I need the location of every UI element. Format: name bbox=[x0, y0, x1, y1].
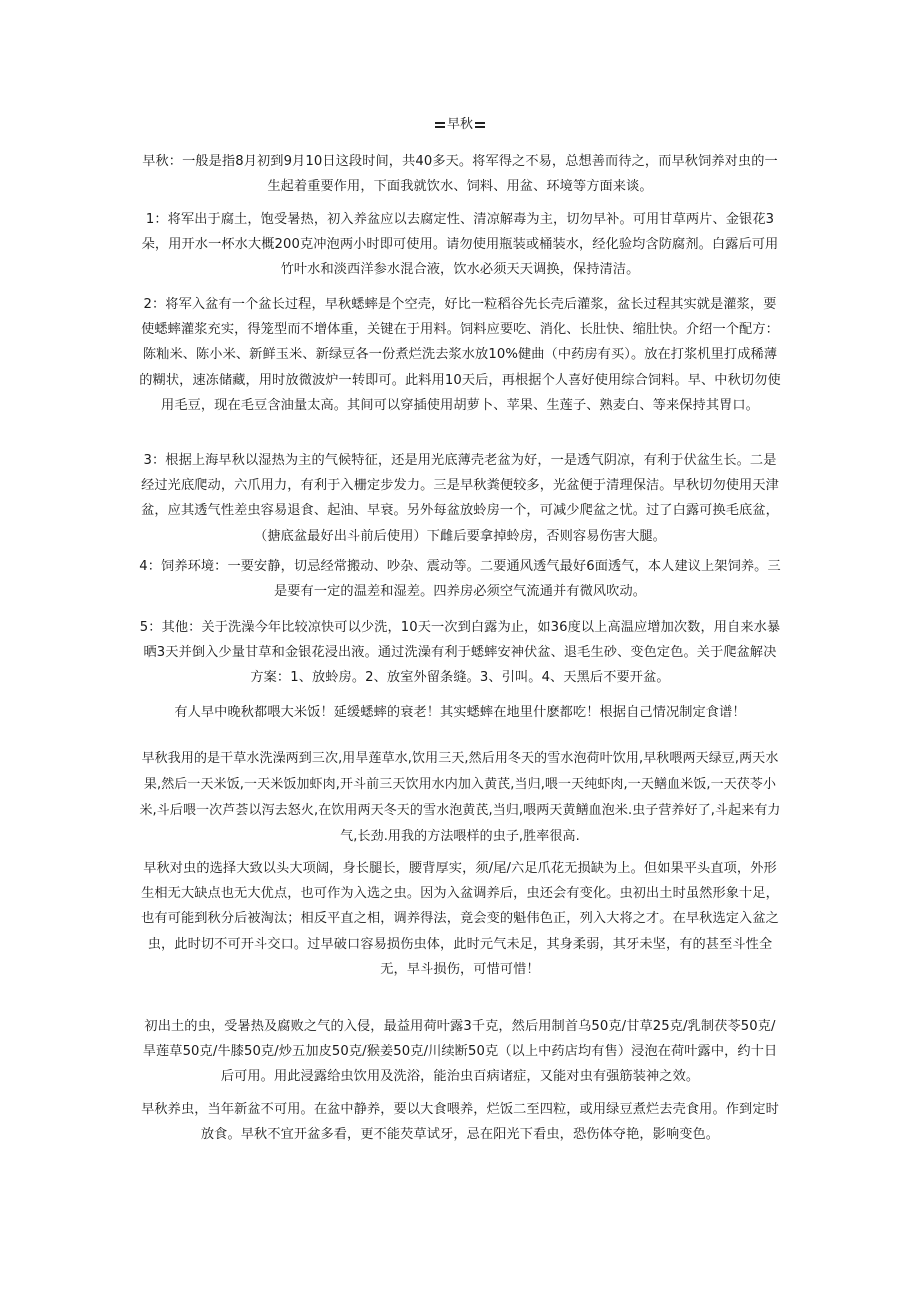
paragraph-selection: 早秋对虫的选择大致以头大项阔，身长腿长，腰背厚实，须/尾/六足爪花无损缺为上。但如果平头直项，外形生相无大缺点也无大优点，也可作为入选之虫。因为入盆调养后，虫还会有变化。虫初出土时虽然形象十足，也有可能到秋分后被淘汰；相反平直之相，调养得法，竟会变的魁伟色正，列入大将之才。在早秋选定入盆之虫，此时切不可开斗交口。过早破口容易损伤虫体，此时元气未足，其身柔弱，其牙未坚，有的甚至斗性全无，早斗损伤，可惜可惜！ bbox=[141, 861, 779, 977]
paragraph-herbal: 初出土的虫，受暑热及腐败之气的入侵，最益用荷叶露3千克，然后用制首乌50克/甘草25克/乳制茯苓50克/旱莲草50克/牛膝50克/炒五加皮50克/猴姜50克/川续断50克（以上中药店均有售）浸泡在荷叶露中，约十日后可用。用此浸露给虫饮用及洗浴，能治虫百病诸症，又能对虫有强筋装神之效。 bbox=[142, 1019, 778, 1085]
paragraph-care: 早秋养虫，当年新盆不可用。在盆中静养，要以大食喂养，烂饭二至四粒，或用绿豆煮烂去壳食用。作到定时放食。早秋不宜开盆多看，更不能芡草试牙，忌在阳光下看虫，恐伤体夺艳，影响变色。 bbox=[141, 1102, 779, 1143]
paragraph-feed: 2：将军入盆有一个盆长过程，早秋蟋蟀是个空壳，好比一粒稻谷先长壳后灌浆，盆长过程其实就是灌浆，要使蟋蟀灌浆充实，得笼型而不增体重，关键在于用料。饲料应要吃、消化、长肚快、缩肚快。介绍一个配方：陈籼米、陈小米、新鲜玉米、新绿豆各一份煮烂洗去浆水放10%健曲（中药房有买）。放在打浆机里打成稀薄的糊状，速冻储藏，用时放微波炉一转即可。此料用10天后，再根据个人喜好使用综合饲料。早、中秋切勿使用毛豆，现在毛豆含油量太高。其间可以穿插使用胡萝卜、苹果、生莲子、熟麦白、等来保持其胃口。 bbox=[139, 297, 781, 413]
paragraph-other: 5：其他：关于洗澡今年比较凉快可以少洗，10天一次到白露为止，如36度以上高温应增加次数，用自来水暴晒3天并倒入少量甘草和金银花浸出液。通过洗澡有利于蟋蟀安神伏盆、退毛生砂、变色定色。关于爬盆解决方案：1、放蛉房。2、放室外留条缝。3、引叫。4、天黑后不要开盆。 bbox=[139, 620, 781, 686]
paragraph-water: 1：将军出于腐土，饱受暑热，初入养盆应以去腐定性、清凉解毒为主，切勿早补。可用甘草两片、金银花3朵，用开水一杯水大概200克冲泡两小时即可使用。请勿使用瓶装或桶装水，经化验均含防腐剂。白露后可用竹叶水和淡西洋参水混合液，饮水必须天天调换，保持清洁。 bbox=[141, 212, 779, 278]
paragraph-environment: 4：饲养环境：一要安静，切忌经常搬动、吵杂、震动等。二要通风透气最好6面透气，本人建议上架饲养。三是要有一定的温差和湿差。四养房必须空气流通并有微风吹动。 bbox=[139, 559, 781, 600]
paragraph-note: 有人早中晚秋都喂大米饭！延缓蟋蟀的衰老！其实蟋蟀在地里什麽都吃！根据自己情况制定食谱！ bbox=[174, 705, 746, 720]
title-text: 早秋 bbox=[446, 117, 473, 132]
document-title bbox=[0, 117, 920, 133]
title-decoration-left bbox=[435, 122, 445, 128]
paragraph-intro: 早秋：一般是指8月初到9月10日这段时间，共40多天。将军得之不易，总想善而待之，而早秋饲养对虫的一生起着重要作用，下面我就饮水、饲料、用盆、环境等方面来谈。 bbox=[142, 154, 778, 195]
paragraph-method: 早秋我用的是干草水洗澡两到三次,用旱莲草水,饮用三天,然后用冬天的雪水泡荷叶饮用,早秋喂两天绿豆,两天水果,然后一天米饭,一天米饭加虾肉,开斗前三天饮用水内加入黄芪,当归,喂一天纯虾肉,一天鳝血米饭,一天茯苓小米,斗后喂一次芦荟以泻去怒火,在饮用两天冬天的雪水泡黄芪,当归,喂两天黄鳝血泡米.虫子营养好了,斗起来有力气,长劲.用我的方法喂样的虫子,胜率很高. bbox=[139, 751, 781, 844]
paragraph-pot: 3：根据上海早秋以湿热为主的气候特征，还是用光底薄壳老盆为好，一是透气阴凉，有利于伏盆生长。二是经过光底爬动，六爪用力，有利于入栅定步发力。三是早秋粪便较多，光盆便于清理保洁。早秋切勿使用天津盆，应其透气性差虫容易退食、起油、早衰。另外每盆放蛉房一个，可减少爬盆之忧。过了白露可换毛底盆，（搪底盆最好出斗前后使用）下雌后要拿掉蛉房，否则容易伤害大腿。 bbox=[141, 453, 779, 544]
title-decoration-right bbox=[475, 122, 485, 128]
